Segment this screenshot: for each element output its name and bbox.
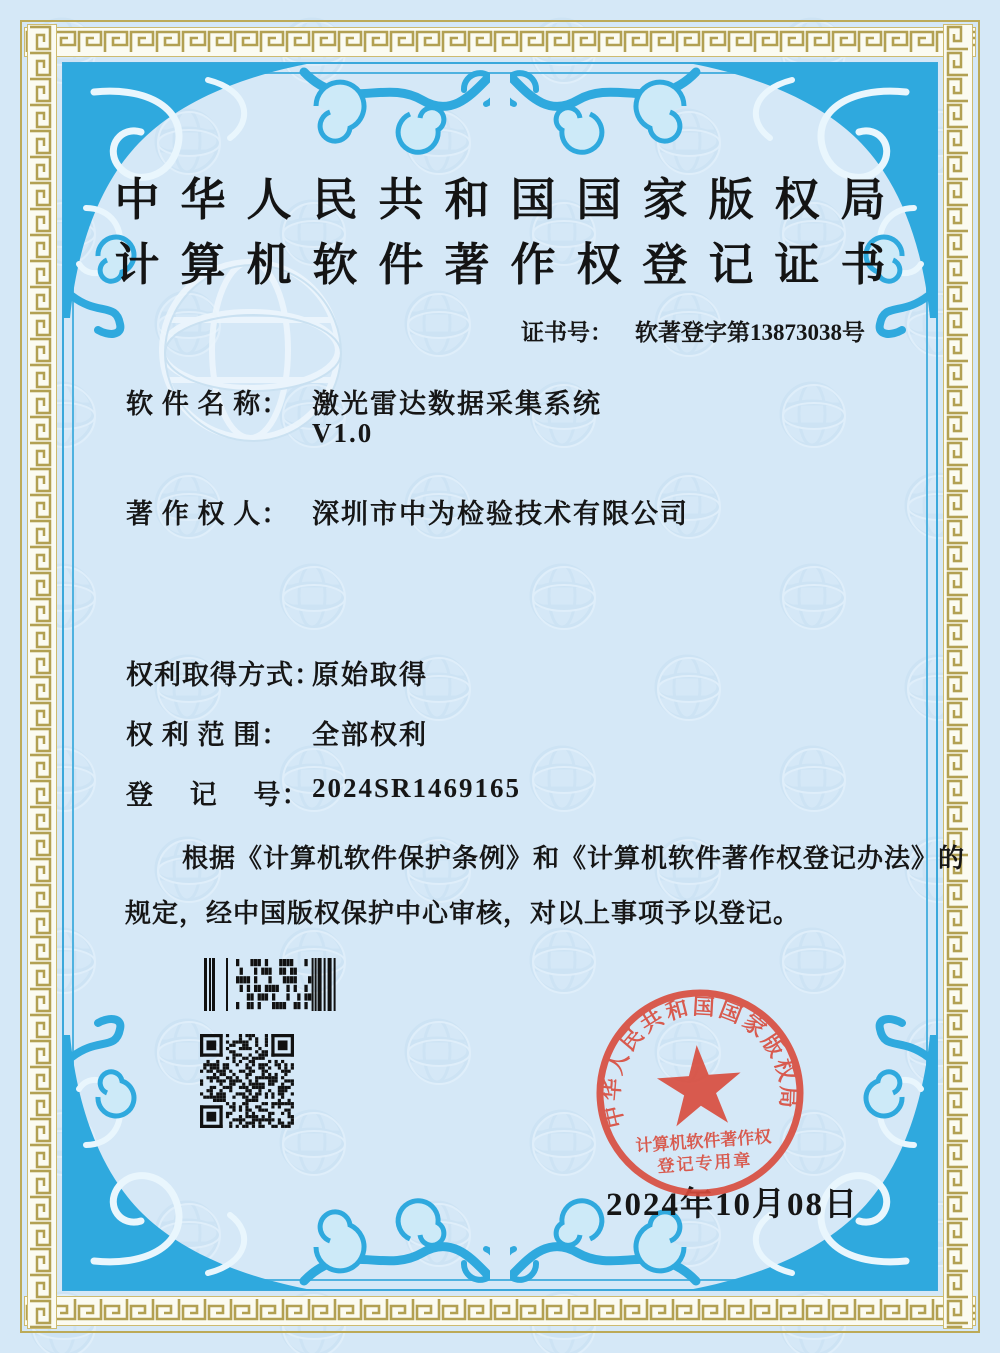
barcode bbox=[202, 957, 338, 1013]
certificate-number-row bbox=[521, 314, 865, 347]
acquisition-method-value: 原始取得 bbox=[312, 660, 428, 690]
statement-line-2: 规定，经中国版权保护中心审核，对以上事项予以登记。 bbox=[125, 899, 801, 928]
certificate-number-value: 软著登字第13873038号 bbox=[635, 320, 865, 345]
greek-key-border-top bbox=[24, 27, 976, 57]
acquisition-method-label: 权利取得方式： bbox=[126, 660, 322, 690]
greek-key-border-bottom bbox=[24, 1296, 976, 1326]
software-version-value: V1.0 bbox=[312, 418, 374, 448]
copyright-owner-value: 深圳市中为检验技术有限公司 bbox=[312, 499, 689, 529]
issuer-title: 中华人民共和国国家版权局 bbox=[114, 175, 907, 225]
seal-ring-text: 中华人民共和国国家版权局 bbox=[598, 993, 802, 1131]
rights-scope-value: 全部权利 bbox=[312, 720, 428, 750]
seal-caption-line1: 计算机软件著作权 bbox=[634, 1127, 772, 1156]
document-title: 计算机软件著作权登记证书 bbox=[114, 240, 907, 290]
certificate-number-label: 证书号： bbox=[521, 320, 613, 345]
statement-line-1: 根据《计算机软件保护条例》和《计算机软件著作权登记办法》的 bbox=[182, 844, 966, 873]
software-name-label: 软 件 名 称： bbox=[126, 389, 290, 419]
copyright-owner-label: 著 作 权 人： bbox=[126, 499, 290, 529]
rights-scope-label: 权 利 范 围： bbox=[126, 720, 290, 750]
issue-date: 2024年10月08日 bbox=[606, 1187, 859, 1223]
registration-number-value: 2024SR1469165 bbox=[312, 773, 522, 803]
qr-code bbox=[200, 1034, 294, 1128]
seal-star-icon bbox=[655, 1042, 744, 1127]
software-name-value: 激光雷达数据采集系统 bbox=[312, 389, 602, 419]
official-seal bbox=[585, 978, 816, 1209]
seal-caption-line2: 登记专用章 bbox=[656, 1150, 753, 1177]
registration-number-label: 登 记 号： bbox=[126, 780, 310, 810]
